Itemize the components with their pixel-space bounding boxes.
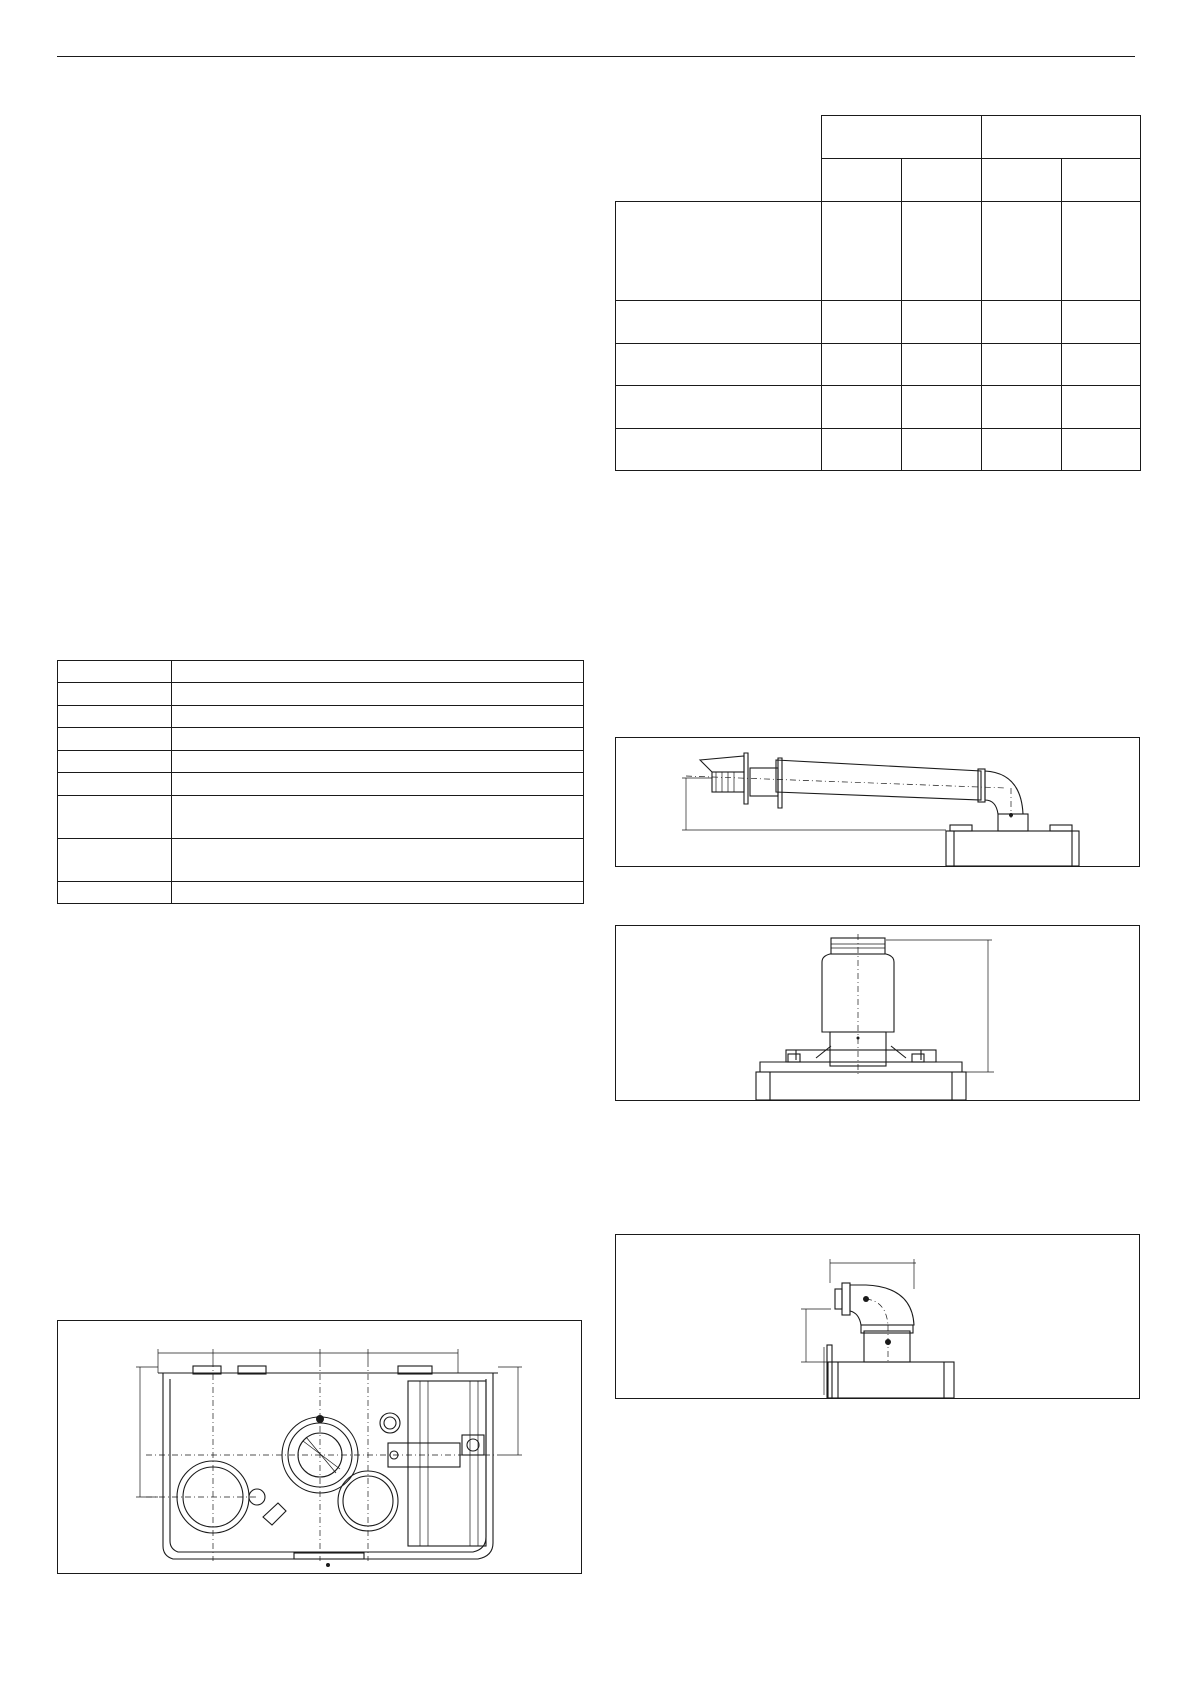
table-cell: [1062, 301, 1141, 344]
table-row: [616, 429, 1141, 471]
table-row: [58, 773, 584, 796]
table-row: [616, 202, 1141, 301]
group-header-2: [982, 116, 1141, 159]
table-cell: [982, 386, 1062, 429]
table-corner-empty: [616, 116, 822, 159]
horizontal-flue-drawing: [616, 738, 1139, 866]
table-cell: [902, 202, 982, 301]
table-cell: [1062, 344, 1141, 386]
table-cell: [822, 301, 902, 344]
table-cell: [1062, 386, 1141, 429]
row-label: [616, 386, 822, 429]
table-row: [58, 706, 584, 728]
row-label: [616, 202, 822, 301]
sub-header-1: [822, 159, 902, 202]
boiler-top-view-drawing: [58, 1321, 581, 1573]
legend-key: [58, 773, 172, 796]
legend-desc: [172, 751, 584, 773]
header-rule: [57, 56, 1135, 57]
legend-key: [58, 882, 172, 904]
legend-key: [58, 661, 172, 683]
row-label: [616, 301, 822, 344]
table-corner-empty-2: [616, 159, 822, 202]
elbow-adaptor-drawing: [616, 1235, 1139, 1398]
legend-desc: [172, 706, 584, 728]
sub-header-2: [902, 159, 982, 202]
table-cell: [902, 344, 982, 386]
table-cell: [982, 429, 1062, 471]
legend-key: [58, 839, 172, 882]
figure-horizontal-flue: [615, 737, 1140, 867]
figure-elbow-adaptor: [615, 1234, 1140, 1399]
legend-desc: [172, 796, 584, 839]
row-label: [616, 429, 822, 471]
table-row: [616, 301, 1141, 344]
table-cell: [1062, 202, 1141, 301]
table-cell: [902, 386, 982, 429]
table-row: [616, 386, 1141, 429]
table-cell: [822, 386, 902, 429]
legend-desc: [172, 683, 584, 706]
vertical-adaptor-drawing: [616, 926, 1139, 1100]
table-cell: [822, 429, 902, 471]
legend-desc: [172, 839, 584, 882]
figure-vertical-adaptor: [615, 925, 1140, 1101]
table-row: [58, 661, 584, 683]
table-row: [58, 796, 584, 839]
sub-header-3: [982, 159, 1062, 202]
table-cell: [822, 344, 902, 386]
table-row: [58, 882, 584, 904]
legend-desc: [172, 728, 584, 751]
legend-key: [58, 728, 172, 751]
legend-desc: [172, 882, 584, 904]
legend-table: [57, 660, 584, 904]
table-row: [58, 683, 584, 706]
table-row: [58, 751, 584, 773]
legend-key: [58, 751, 172, 773]
table-cell: [902, 301, 982, 344]
legend-key: [58, 706, 172, 728]
legend-key: [58, 796, 172, 839]
group-header-1: [822, 116, 982, 159]
table-cell: [982, 344, 1062, 386]
table-cell: [902, 429, 982, 471]
table-cell: [982, 301, 1062, 344]
legend-desc: [172, 773, 584, 796]
table-cell: [822, 202, 902, 301]
legend-key: [58, 683, 172, 706]
sub-header-4: [1062, 159, 1141, 202]
row-label: [616, 344, 822, 386]
table-row: [616, 344, 1141, 386]
table-cell: [982, 202, 1062, 301]
table-row: [58, 728, 584, 751]
table-row: [58, 839, 584, 882]
table-cell: [1062, 429, 1141, 471]
legend-desc: [172, 661, 584, 683]
figure-boiler-top-view: [57, 1320, 582, 1574]
dimensions-table: [615, 115, 1141, 471]
